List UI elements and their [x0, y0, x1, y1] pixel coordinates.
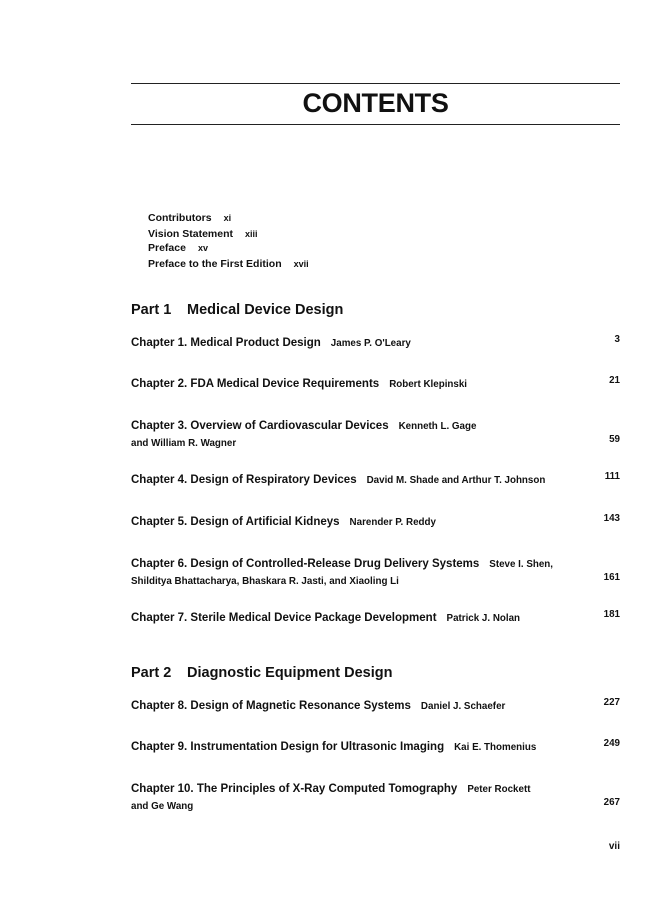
- chapter-authors-continued: Shilditya Bhattacharya, Bhaskara R. Jasti, and Xiaoling Li: [131, 576, 399, 587]
- chapter-title: Chapter 3. Overview of Cardiovascular Devices: [131, 420, 389, 432]
- front-matter-item: [148, 258, 309, 270]
- page-folio: vii: [608, 841, 620, 852]
- front-matter-label: Vision Statement: [148, 228, 233, 240]
- front-matter-page: xv: [197, 243, 208, 253]
- chapter-page: 143: [603, 513, 620, 524]
- chapter-entry: [131, 737, 620, 754]
- front-matter-label: Preface to the First Edition: [148, 258, 282, 270]
- chapter-title: Chapter 1. Medical Product Design: [131, 337, 321, 349]
- chapter-page: 249: [603, 738, 620, 749]
- chapter-authors: Patrick J. Nolan: [446, 613, 521, 624]
- chapter-entry: [131, 512, 620, 529]
- chapter-title: Chapter 4. Design of Respiratory Devices: [131, 474, 357, 486]
- top-rule: [131, 83, 620, 84]
- part-title: Medical Device Design: [187, 302, 344, 318]
- part-title: Diagnostic Equipment Design: [187, 665, 393, 681]
- chapter-authors: Robert Klepinski: [389, 379, 468, 390]
- chapter-page: 59: [609, 434, 620, 445]
- front-matter-label: Contributors: [148, 212, 212, 224]
- chapter-page: 161: [603, 572, 620, 583]
- chapter-entry: [131, 608, 620, 625]
- chapter-page: 227: [603, 697, 620, 708]
- chapter-page: 3: [614, 334, 620, 345]
- chapter-authors: James P. O'Leary: [330, 338, 411, 349]
- front-matter-item: [148, 242, 208, 254]
- chapter-authors-continued: and Ge Wang: [131, 801, 194, 812]
- chapter-entry: [131, 554, 620, 588]
- page-title: CONTENTS: [302, 88, 449, 118]
- part-number: Part 1: [131, 302, 172, 318]
- chapter-title: Chapter 7. Sterile Medical Device Package Development: [131, 612, 437, 624]
- chapter-title: Chapter 8. Design of Magnetic Resonance Systems: [131, 700, 411, 712]
- front-matter-page: xi: [223, 213, 232, 223]
- chapter-entry: [131, 696, 620, 713]
- front-matter-label: Preface: [148, 242, 186, 254]
- chapter-authors: Narender P. Reddy: [349, 517, 436, 528]
- chapter-authors: David M. Shade and Arthur T. Johnson: [366, 475, 546, 486]
- part-heading: [131, 665, 392, 681]
- part-number: Part 2: [131, 665, 172, 681]
- chapter-page: 21: [609, 375, 620, 386]
- chapter-entry: [131, 374, 620, 391]
- chapter-title: Chapter 9. Instrumentation Design for Ultrasonic Imaging: [131, 741, 445, 753]
- chapter-authors: Daniel J. Schaefer: [420, 701, 506, 712]
- chapter-entry: [131, 779, 620, 813]
- front-matter-page: xiii: [245, 229, 258, 239]
- chapter-authors-continued: and William R. Wagner: [131, 438, 237, 449]
- part-heading: [131, 302, 343, 318]
- chapter-page: 111: [604, 471, 620, 482]
- front-matter-item: [148, 212, 231, 224]
- chapter-authors: Peter Rockett: [467, 784, 531, 795]
- title-underline: [131, 124, 620, 125]
- front-matter-item: [148, 228, 258, 240]
- chapter-page: 267: [603, 797, 620, 808]
- chapter-authors: Kenneth L. Gage: [398, 421, 477, 432]
- chapter-page: 181: [603, 609, 620, 620]
- chapter-title: Chapter 5. Design of Artificial Kidneys: [131, 516, 340, 528]
- front-matter-page: xvii: [293, 259, 309, 269]
- chapter-authors: Kai E. Thomenius: [454, 742, 537, 753]
- chapter-entry: [131, 333, 620, 350]
- chapter-entry: [131, 416, 620, 450]
- chapter-title: Chapter 2. FDA Medical Device Requirements: [131, 378, 380, 390]
- chapter-entry: [131, 470, 620, 487]
- chapter-authors: Steve I. Shen,: [489, 559, 554, 570]
- chapter-title: Chapter 6. Design of Controlled-Release Drug Delivery Systems: [131, 558, 480, 570]
- chapter-title: Chapter 10. The Principles of X-Ray Computed Tomography: [131, 783, 458, 795]
